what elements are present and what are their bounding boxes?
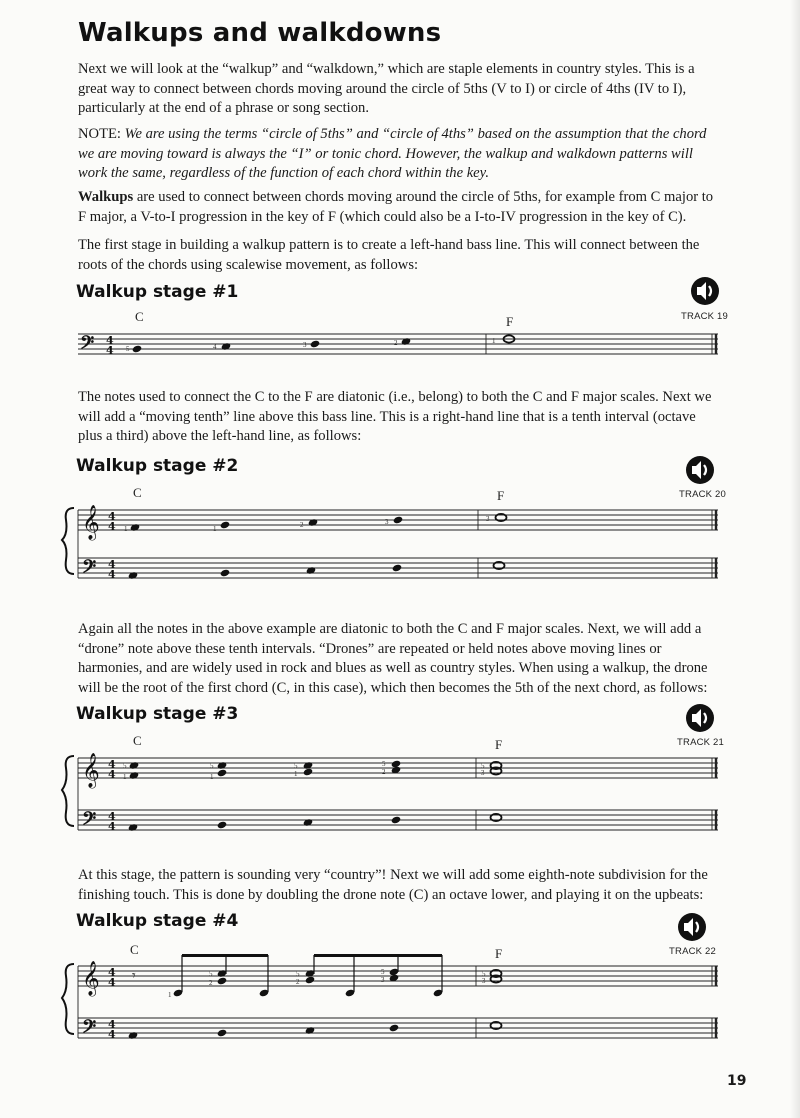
chord-symbol: F xyxy=(506,314,514,329)
bass-clef-icon: 𝄢 xyxy=(82,1016,97,1042)
svg-text:4: 4 xyxy=(108,810,116,823)
treble-clef-icon: 𝄞 xyxy=(82,753,100,788)
svg-text:5: 5 xyxy=(382,760,386,768)
first-stage-paragraph: The first stage in building a walkup pattern is to create a left-hand bass line. This will connect between the roots of the chords using scalewise movement, as follows: xyxy=(78,237,700,273)
svg-text:𝄾: 𝄾 xyxy=(132,968,136,984)
svg-text:4: 4 xyxy=(106,334,114,347)
bass-clef-icon: 𝄢 xyxy=(80,332,95,358)
page-number: 19 xyxy=(727,1073,747,1089)
svg-text:4: 4 xyxy=(108,820,116,833)
bass-clef-icon: 𝄢 xyxy=(82,808,97,834)
audio-track-icon[interactable] xyxy=(685,455,715,485)
track-label: TRACK 19 xyxy=(681,311,729,322)
audio-track-icon[interactable] xyxy=(677,912,707,942)
svg-text:4: 4 xyxy=(108,976,116,989)
svg-text:5: 5 xyxy=(209,970,213,978)
svg-text:2: 2 xyxy=(300,521,304,529)
svg-text:4: 4 xyxy=(213,343,217,351)
chord-symbol: C xyxy=(133,733,142,748)
svg-text:4: 4 xyxy=(106,344,114,357)
after-stage-3-paragraph: At this stage, the pattern is sounding very “country”! Next we will add some eighth-note subdivision for the finishing touch. This is done by doubling the drone note (C) an octave lower, and playing it on the upbeats: xyxy=(78,867,708,903)
svg-text:3: 3 xyxy=(482,977,486,985)
svg-text:5: 5 xyxy=(126,345,130,353)
svg-text:5: 5 xyxy=(296,970,300,978)
svg-text:1: 1 xyxy=(210,773,214,781)
svg-text:2: 2 xyxy=(209,979,213,987)
page-title: Walkups and walkdowns xyxy=(78,18,442,48)
chord-symbol: C xyxy=(130,942,139,957)
walkup-stage-1-heading: Walkup stage #1 xyxy=(76,282,239,302)
audio-track-icon[interactable] xyxy=(685,703,715,733)
svg-text:3: 3 xyxy=(381,976,385,984)
svg-text:4: 4 xyxy=(108,1028,116,1041)
svg-text:4: 4 xyxy=(108,558,116,571)
after-stage-2-paragraph: Again all the notes in the above example are diatonic to both the C and F major scales. Next, we will add a “drone” note above these tenth intervals. “Drones” are repeated or held notes above moving lines or harmonies, and are widely used in rock and blues as well as country styles. When using a walkup, the drone will be the root of the first chord (C, in this case), which then becomes the 5th of the next chord, as follows: xyxy=(78,621,708,696)
track-label: TRACK 20 xyxy=(679,489,727,500)
walkup-stage-4-heading: Walkup stage #4 xyxy=(76,911,239,931)
svg-text:5: 5 xyxy=(481,762,485,770)
chord-symbol: F xyxy=(495,737,503,752)
note-text: We are using the terms “circle of 5ths” and “circle of 4ths” based on the assumption that the chord we are moving toward is always the “I” or tonic chord. However, the walkup and walkdown patterns will work the same, regardless of the function of each chord within the key. xyxy=(78,126,707,181)
bass-clef-icon: 𝄢 xyxy=(82,556,97,582)
svg-text:5: 5 xyxy=(123,762,127,770)
grand-staff-system-2 xyxy=(0,500,800,590)
svg-text:3: 3 xyxy=(385,518,389,526)
svg-text:4: 4 xyxy=(108,768,116,781)
svg-text:5: 5 xyxy=(294,762,298,770)
grand-staff-system-4 xyxy=(0,952,800,1052)
svg-text:2: 2 xyxy=(382,768,386,776)
staff-system-1 xyxy=(0,328,800,368)
svg-text:1: 1 xyxy=(123,773,127,781)
treble-clef-icon: 𝄞 xyxy=(82,961,100,996)
svg-text:3: 3 xyxy=(481,769,485,777)
svg-text:4: 4 xyxy=(108,966,116,979)
svg-text:1: 1 xyxy=(168,991,172,999)
intro-paragraph: Next we will look at the “walkup” and “walkdown,” which are staple elements in country styles. This is a great way to connect between chords moving around the circle of 5ths (V to I) or circle of 4ths (IV to I), particularly at the end of a phrase or song section. xyxy=(78,61,695,116)
note-label: NOTE: xyxy=(78,126,121,142)
svg-text:1: 1 xyxy=(213,525,217,533)
treble-clef-icon: 𝄞 xyxy=(82,505,100,540)
page-edge-shadow xyxy=(790,0,800,1118)
svg-text:4: 4 xyxy=(108,510,116,523)
svg-text:1: 1 xyxy=(124,525,128,533)
audio-track-icon[interactable] xyxy=(690,276,720,306)
svg-text:5: 5 xyxy=(210,762,214,770)
svg-text:1: 1 xyxy=(294,770,298,778)
svg-text:5: 5 xyxy=(482,970,486,978)
track-label: TRACK 22 xyxy=(669,946,717,957)
walkups-term: Walkups xyxy=(78,189,134,205)
after-stage-1-paragraph: The notes used to connect the C to the F are diatonic (i.e., belong) to both the C and F major scales. Next we will add a “moving tenth” line above this bass line. This is a right-hand line that is a tenth interval (octave plus a third) above the left-hand line, as follows: xyxy=(78,389,712,444)
walkups-text: are used to connect between chords moving around the circle of 5ths, for example from C major to F major, a V-to-I progression in the key of F (which could also be a I-to-IV progression in the key of C). xyxy=(78,189,714,225)
svg-text:4: 4 xyxy=(108,568,116,581)
svg-text:4: 4 xyxy=(108,758,116,771)
chord-symbol: C xyxy=(133,485,142,500)
svg-text:1: 1 xyxy=(492,337,496,345)
svg-text:2: 2 xyxy=(296,978,300,986)
walkup-stage-3-heading: Walkup stage #3 xyxy=(76,704,239,724)
svg-text:2: 2 xyxy=(394,339,398,347)
chord-symbol: F xyxy=(497,488,505,503)
svg-text:3: 3 xyxy=(303,341,307,349)
chord-symbol: F xyxy=(495,946,503,961)
walkups-paragraph xyxy=(78,188,718,227)
svg-text:4: 4 xyxy=(108,520,116,533)
svg-text:5: 5 xyxy=(381,968,385,976)
grand-staff-system-3 xyxy=(0,748,800,843)
walkup-stage-2-heading: Walkup stage #2 xyxy=(76,456,239,476)
track-label: TRACK 21 xyxy=(677,737,725,748)
svg-text:4: 4 xyxy=(108,1018,116,1031)
chord-symbol: C xyxy=(135,309,144,324)
note-paragraph xyxy=(78,125,718,184)
svg-text:3: 3 xyxy=(486,515,490,523)
